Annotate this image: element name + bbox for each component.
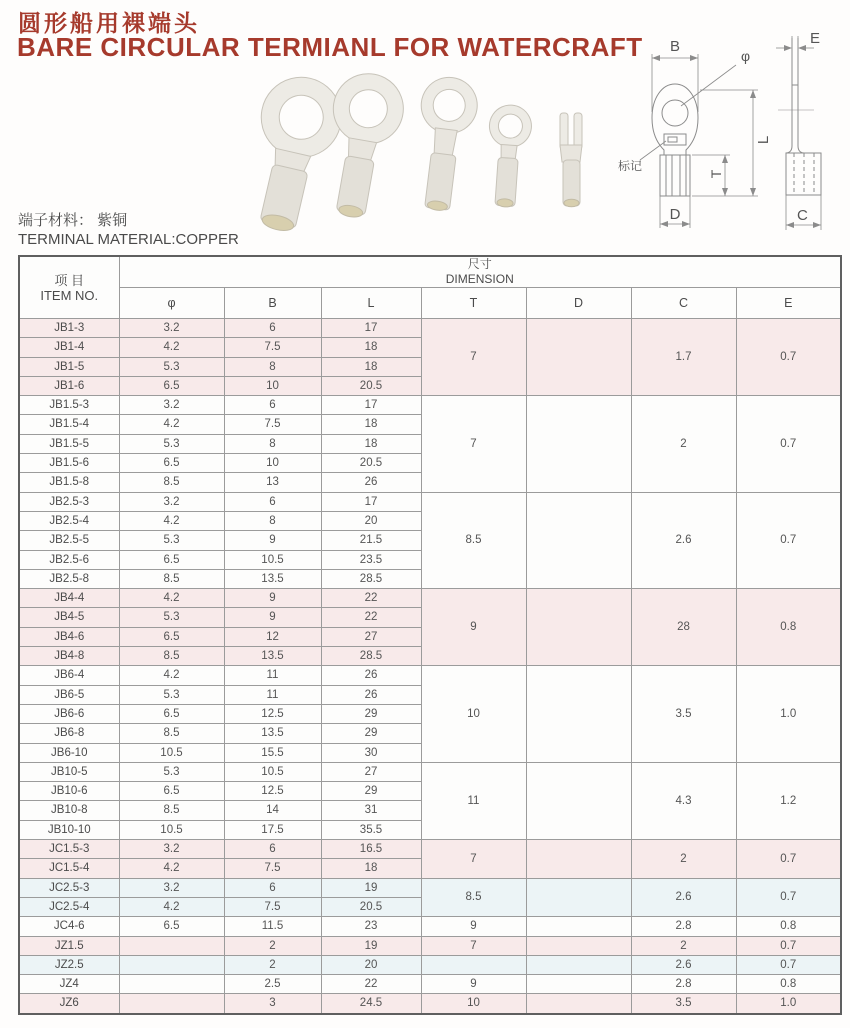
dim-cell: 22 <box>321 589 421 608</box>
item-no-cell: JZ1.5 <box>19 936 119 955</box>
dim-cell: 13.5 <box>224 569 321 588</box>
dim-cell-merged: 0.7 <box>736 840 841 879</box>
dim-cell: 23.5 <box>321 550 421 569</box>
dim-cell: 19 <box>321 878 421 897</box>
dim-cell-merged: 1.0 <box>736 994 841 1014</box>
dim-cell <box>119 936 224 955</box>
dim-cell: 9 <box>224 531 321 550</box>
dim-cell: 6 <box>224 492 321 511</box>
table-row <box>19 917 841 936</box>
col-header-b: B <box>224 288 321 319</box>
dim-cell-merged <box>526 955 631 974</box>
dim-cell-merged: 2 <box>631 396 736 492</box>
ring-terminal-small <box>409 74 481 213</box>
dimension-header-en: DIMENSION <box>445 272 514 286</box>
item-no-cell: JB2.5-8 <box>19 569 119 588</box>
dim-cell-merged: 1.2 <box>736 762 841 839</box>
dim-cell-merged <box>526 975 631 994</box>
dim-cell: 22 <box>321 608 421 627</box>
dim-cell: 10.5 <box>224 762 321 781</box>
dim-cell: 4.2 <box>119 666 224 685</box>
item-no-cell: JZ2.5 <box>19 955 119 974</box>
item-no-cell: JZ4 <box>19 975 119 994</box>
item-no-cell: JB6-10 <box>19 743 119 762</box>
dim-label-phi: φ <box>741 48 751 64</box>
item-no-cell: JB10-6 <box>19 782 119 801</box>
dim-cell-merged <box>526 319 631 396</box>
dim-cell: 27 <box>321 627 421 646</box>
item-no-cell: JZ6 <box>19 994 119 1014</box>
dim-cell-merged <box>526 936 631 955</box>
dim-cell: 8.5 <box>119 647 224 666</box>
table-row <box>19 762 841 781</box>
item-no-cell: JB1.5-3 <box>19 396 119 415</box>
item-no-cell: JB2.5-3 <box>19 492 119 511</box>
item-no-cell: JB1.5-4 <box>19 415 119 434</box>
dim-label-t: T <box>708 169 724 179</box>
dim-label-c: C <box>797 207 808 224</box>
dim-cell-merged: 10 <box>421 994 526 1014</box>
dim-cell: 2.5 <box>224 975 321 994</box>
item-no-cell: JC4-6 <box>19 917 119 936</box>
dim-cell: 24.5 <box>321 994 421 1014</box>
dim-cell-merged <box>526 878 631 917</box>
material-note <box>18 211 239 249</box>
table-row <box>19 936 841 955</box>
dim-cell-merged: 0.7 <box>736 955 841 974</box>
item-no-cell: JB4-6 <box>19 627 119 646</box>
dim-cell-merged: 0.8 <box>736 917 841 936</box>
dim-cell-merged: 1.7 <box>631 319 736 396</box>
dim-cell: 28.5 <box>321 569 421 588</box>
dim-cell: 16.5 <box>321 840 421 859</box>
item-no-cell: JB1-3 <box>19 319 119 338</box>
terminal-diagram <box>618 28 848 243</box>
spec-table-body <box>19 319 841 1014</box>
ring-terminal-large <box>236 69 349 238</box>
dim-cell: 3.2 <box>119 319 224 338</box>
dim-cell-merged: 2.8 <box>631 975 736 994</box>
item-no-cell: JB2.5-6 <box>19 550 119 569</box>
dim-cell-merged: 4.3 <box>631 762 736 839</box>
item-no-header-en: ITEM NO. <box>40 287 99 303</box>
item-no-cell: JC2.5-4 <box>19 897 119 916</box>
dim-cell: 6 <box>224 878 321 897</box>
table-row <box>19 878 841 897</box>
item-no-cell: JB1-6 <box>19 376 119 395</box>
dim-cell: 19 <box>321 936 421 955</box>
dimension-drawing <box>618 28 848 238</box>
dim-cell: 2 <box>224 955 321 974</box>
dim-cell-merged <box>526 666 631 762</box>
dim-cell: 2 <box>224 936 321 955</box>
dim-cell <box>119 955 224 974</box>
table-row <box>19 319 841 338</box>
item-no-cell: JB6-6 <box>19 704 119 723</box>
item-no-cell: JC1.5-3 <box>19 840 119 859</box>
dim-cell: 3.2 <box>119 878 224 897</box>
table-row <box>19 955 841 974</box>
col-header-phi: φ <box>119 288 224 319</box>
dim-cell-merged: 2.8 <box>631 917 736 936</box>
dim-cell: 8.5 <box>119 724 224 743</box>
dim-cell: 18 <box>321 415 421 434</box>
table-row <box>19 492 841 511</box>
table-row <box>19 589 841 608</box>
dim-cell-merged: 2 <box>631 840 736 879</box>
dim-cell: 10.5 <box>119 820 224 839</box>
dim-cell: 27 <box>321 762 421 781</box>
dim-cell: 3.2 <box>119 840 224 859</box>
dim-cell-merged <box>526 396 631 492</box>
dim-cell-merged: 0.8 <box>736 975 841 994</box>
dim-cell-merged: 0.7 <box>736 492 841 588</box>
dim-cell: 6 <box>224 319 321 338</box>
dim-cell: 23 <box>321 917 421 936</box>
item-no-cell: JB1.5-8 <box>19 473 119 492</box>
col-header-c: C <box>631 288 736 319</box>
dim-cell: 6.5 <box>119 376 224 395</box>
table-row <box>19 975 841 994</box>
dim-cell-merged: 1.0 <box>736 666 841 762</box>
dim-cell: 30 <box>321 743 421 762</box>
dim-cell-merged: 0.7 <box>736 936 841 955</box>
dim-cell: 20 <box>321 511 421 530</box>
dim-cell: 18 <box>321 338 421 357</box>
item-no-cell: JB10-5 <box>19 762 119 781</box>
dim-cell-merged: 8.5 <box>421 492 526 588</box>
dim-cell: 4.2 <box>119 859 224 878</box>
dim-cell-merged: 7 <box>421 319 526 396</box>
dim-cell: 10.5 <box>119 743 224 762</box>
dim-cell: 18 <box>321 357 421 376</box>
dim-cell-merged: 2.6 <box>631 955 736 974</box>
dim-cell: 5.3 <box>119 531 224 550</box>
dim-cell: 7.5 <box>224 859 321 878</box>
dim-cell: 29 <box>321 724 421 743</box>
item-no-cell: JB4-4 <box>19 589 119 608</box>
dim-cell: 29 <box>321 782 421 801</box>
dim-label-mark: 标记 <box>618 159 643 173</box>
dim-cell: 8 <box>224 511 321 530</box>
dim-cell-merged: 11 <box>421 762 526 839</box>
dim-cell: 12.5 <box>224 782 321 801</box>
dim-cell: 6.5 <box>119 627 224 646</box>
dimension-header <box>119 256 841 288</box>
dim-cell: 6.5 <box>119 454 224 473</box>
dim-cell-merged: 3.5 <box>631 666 736 762</box>
dim-cell-merged: 7 <box>421 396 526 492</box>
terminals-photo-illustration <box>225 66 620 238</box>
dim-cell: 31 <box>321 801 421 820</box>
dim-cell: 17 <box>321 492 421 511</box>
dim-cell: 3 <box>224 994 321 1014</box>
dim-cell: 26 <box>321 685 421 704</box>
col-header-t: T <box>421 288 526 319</box>
item-no-cell: JB1-4 <box>19 338 119 357</box>
dim-cell: 5.3 <box>119 434 224 453</box>
dim-cell: 4.2 <box>119 415 224 434</box>
dim-cell: 10 <box>224 376 321 395</box>
dim-cell: 6 <box>224 396 321 415</box>
dim-cell: 6.5 <box>119 917 224 936</box>
dim-cell-merged: 0.7 <box>736 878 841 917</box>
dim-cell: 9 <box>224 589 321 608</box>
dim-cell: 5.3 <box>119 357 224 376</box>
dim-label-b: B <box>669 38 681 55</box>
item-no-cell: JB2.5-4 <box>19 511 119 530</box>
item-no-cell: JB4-8 <box>19 647 119 666</box>
dim-cell-merged: 10 <box>421 666 526 762</box>
dim-cell-merged <box>526 917 631 936</box>
dim-cell: 6.5 <box>119 704 224 723</box>
dim-cell <box>119 975 224 994</box>
fork-terminal <box>560 113 582 207</box>
dim-cell-merged: 2.6 <box>631 492 736 588</box>
item-no-cell: JB6-8 <box>19 724 119 743</box>
dim-cell-merged <box>526 589 631 666</box>
item-no-header <box>19 256 119 319</box>
dim-cell: 10 <box>224 454 321 473</box>
dim-cell: 20.5 <box>321 376 421 395</box>
dim-cell-merged: 0.7 <box>736 319 841 396</box>
dim-cell-merged: 8.5 <box>421 878 526 917</box>
dim-cell-merged: 0.7 <box>736 396 841 492</box>
dim-cell: 29 <box>321 704 421 723</box>
material-note-chinese: 端子材料： 紫铜 <box>18 212 128 229</box>
dim-cell: 14 <box>224 801 321 820</box>
dim-cell-merged: 2.6 <box>631 878 736 917</box>
item-no-cell: JB1.5-6 <box>19 454 119 473</box>
dim-cell: 11 <box>224 666 321 685</box>
product-photo <box>225 66 620 243</box>
dim-cell: 20 <box>321 955 421 974</box>
item-no-cell: JC2.5-3 <box>19 878 119 897</box>
item-no-cell: JB10-8 <box>19 801 119 820</box>
dim-cell: 3.2 <box>119 492 224 511</box>
dim-cell: 8.5 <box>119 473 224 492</box>
dim-cell: 28.5 <box>321 647 421 666</box>
dim-cell-merged: 9 <box>421 589 526 666</box>
dim-cell: 12.5 <box>224 704 321 723</box>
dim-label-d: D <box>669 206 681 223</box>
item-no-cell: JB1-5 <box>19 357 119 376</box>
dim-cell-merged: 28 <box>631 589 736 666</box>
dim-cell-merged <box>421 955 526 974</box>
material-note-english: TERMINAL MATERIAL:COPPER <box>18 231 239 248</box>
dim-cell: 11 <box>224 685 321 704</box>
ring-terminal-mini <box>484 104 533 209</box>
dim-cell: 20.5 <box>321 897 421 916</box>
dim-cell: 8 <box>224 434 321 453</box>
dim-cell: 7.5 <box>224 897 321 916</box>
item-no-cell: JB6-4 <box>19 666 119 685</box>
dim-cell: 18 <box>321 434 421 453</box>
table-row <box>19 994 841 1014</box>
dim-cell: 17 <box>321 396 421 415</box>
dim-cell: 20.5 <box>321 454 421 473</box>
dim-cell: 17.5 <box>224 820 321 839</box>
page-title-chinese: 圆形船用裸端头 <box>18 10 200 36</box>
dim-cell: 26 <box>321 666 421 685</box>
dim-cell: 4.2 <box>119 897 224 916</box>
dim-cell: 4.2 <box>119 589 224 608</box>
dim-label-e: E <box>810 30 821 47</box>
page-title-english: BARE CIRCULAR TERMIANL FOR WATERCRAFT <box>17 32 643 62</box>
dim-cell: 5.3 <box>119 762 224 781</box>
dim-cell: 10.5 <box>224 550 321 569</box>
table-row <box>19 396 841 415</box>
dim-cell: 17 <box>321 319 421 338</box>
spec-table <box>18 255 842 1015</box>
col-header-e: E <box>736 288 841 319</box>
dim-cell-merged: 9 <box>421 917 526 936</box>
item-no-header-zh: 项 目 <box>54 272 85 288</box>
item-no-cell: JB6-5 <box>19 685 119 704</box>
dim-cell: 13.5 <box>224 724 321 743</box>
dim-cell: 4.2 <box>119 511 224 530</box>
item-no-cell: JB1.5-5 <box>19 434 119 453</box>
item-no-cell: JB10-10 <box>19 820 119 839</box>
dim-cell: 5.3 <box>119 608 224 627</box>
dim-cell-merged: 2 <box>631 936 736 955</box>
table-header-row-1 <box>19 256 841 288</box>
col-header-d: D <box>526 288 631 319</box>
dim-cell: 8.5 <box>119 569 224 588</box>
dim-cell: 21.5 <box>321 531 421 550</box>
spec-table-wrap <box>18 255 842 1015</box>
dim-cell-merged: 3.5 <box>631 994 736 1014</box>
dim-cell: 7.5 <box>224 338 321 357</box>
dim-cell: 11.5 <box>224 917 321 936</box>
item-no-cell: JB4-5 <box>19 608 119 627</box>
dim-cell: 35.5 <box>321 820 421 839</box>
dim-cell: 5.3 <box>119 685 224 704</box>
item-no-cell: JB2.5-5 <box>19 531 119 550</box>
item-no-cell: JC1.5-4 <box>19 859 119 878</box>
dim-cell: 22 <box>321 975 421 994</box>
dim-cell: 13.5 <box>224 647 321 666</box>
dim-cell: 6.5 <box>119 782 224 801</box>
table-row <box>19 666 841 685</box>
dim-cell-merged: 7 <box>421 840 526 879</box>
dim-cell: 3.2 <box>119 396 224 415</box>
table-row <box>19 840 841 859</box>
dim-cell: 6 <box>224 840 321 859</box>
dim-cell: 13 <box>224 473 321 492</box>
dim-cell-merged <box>526 840 631 879</box>
dim-cell: 26 <box>321 473 421 492</box>
dim-cell: 6.5 <box>119 550 224 569</box>
dim-cell-merged <box>526 994 631 1014</box>
col-header-l: L <box>321 288 421 319</box>
dimension-header-zh: 尺寸 <box>467 257 492 271</box>
dim-cell <box>119 994 224 1014</box>
dim-cell-merged <box>526 762 631 839</box>
dim-cell: 18 <box>321 859 421 878</box>
dim-cell: 12 <box>224 627 321 646</box>
dim-cell: 9 <box>224 608 321 627</box>
dim-cell: 15.5 <box>224 743 321 762</box>
dim-cell-merged: 7 <box>421 936 526 955</box>
dim-cell: 8.5 <box>119 801 224 820</box>
dim-cell-merged <box>526 492 631 588</box>
dim-cell: 8 <box>224 357 321 376</box>
dim-cell: 4.2 <box>119 338 224 357</box>
dim-cell-merged: 0.8 <box>736 589 841 666</box>
dim-cell: 7.5 <box>224 415 321 434</box>
dim-label-l: L <box>755 135 772 145</box>
dim-cell-merged: 9 <box>421 975 526 994</box>
table-header-row-2 <box>19 288 841 319</box>
